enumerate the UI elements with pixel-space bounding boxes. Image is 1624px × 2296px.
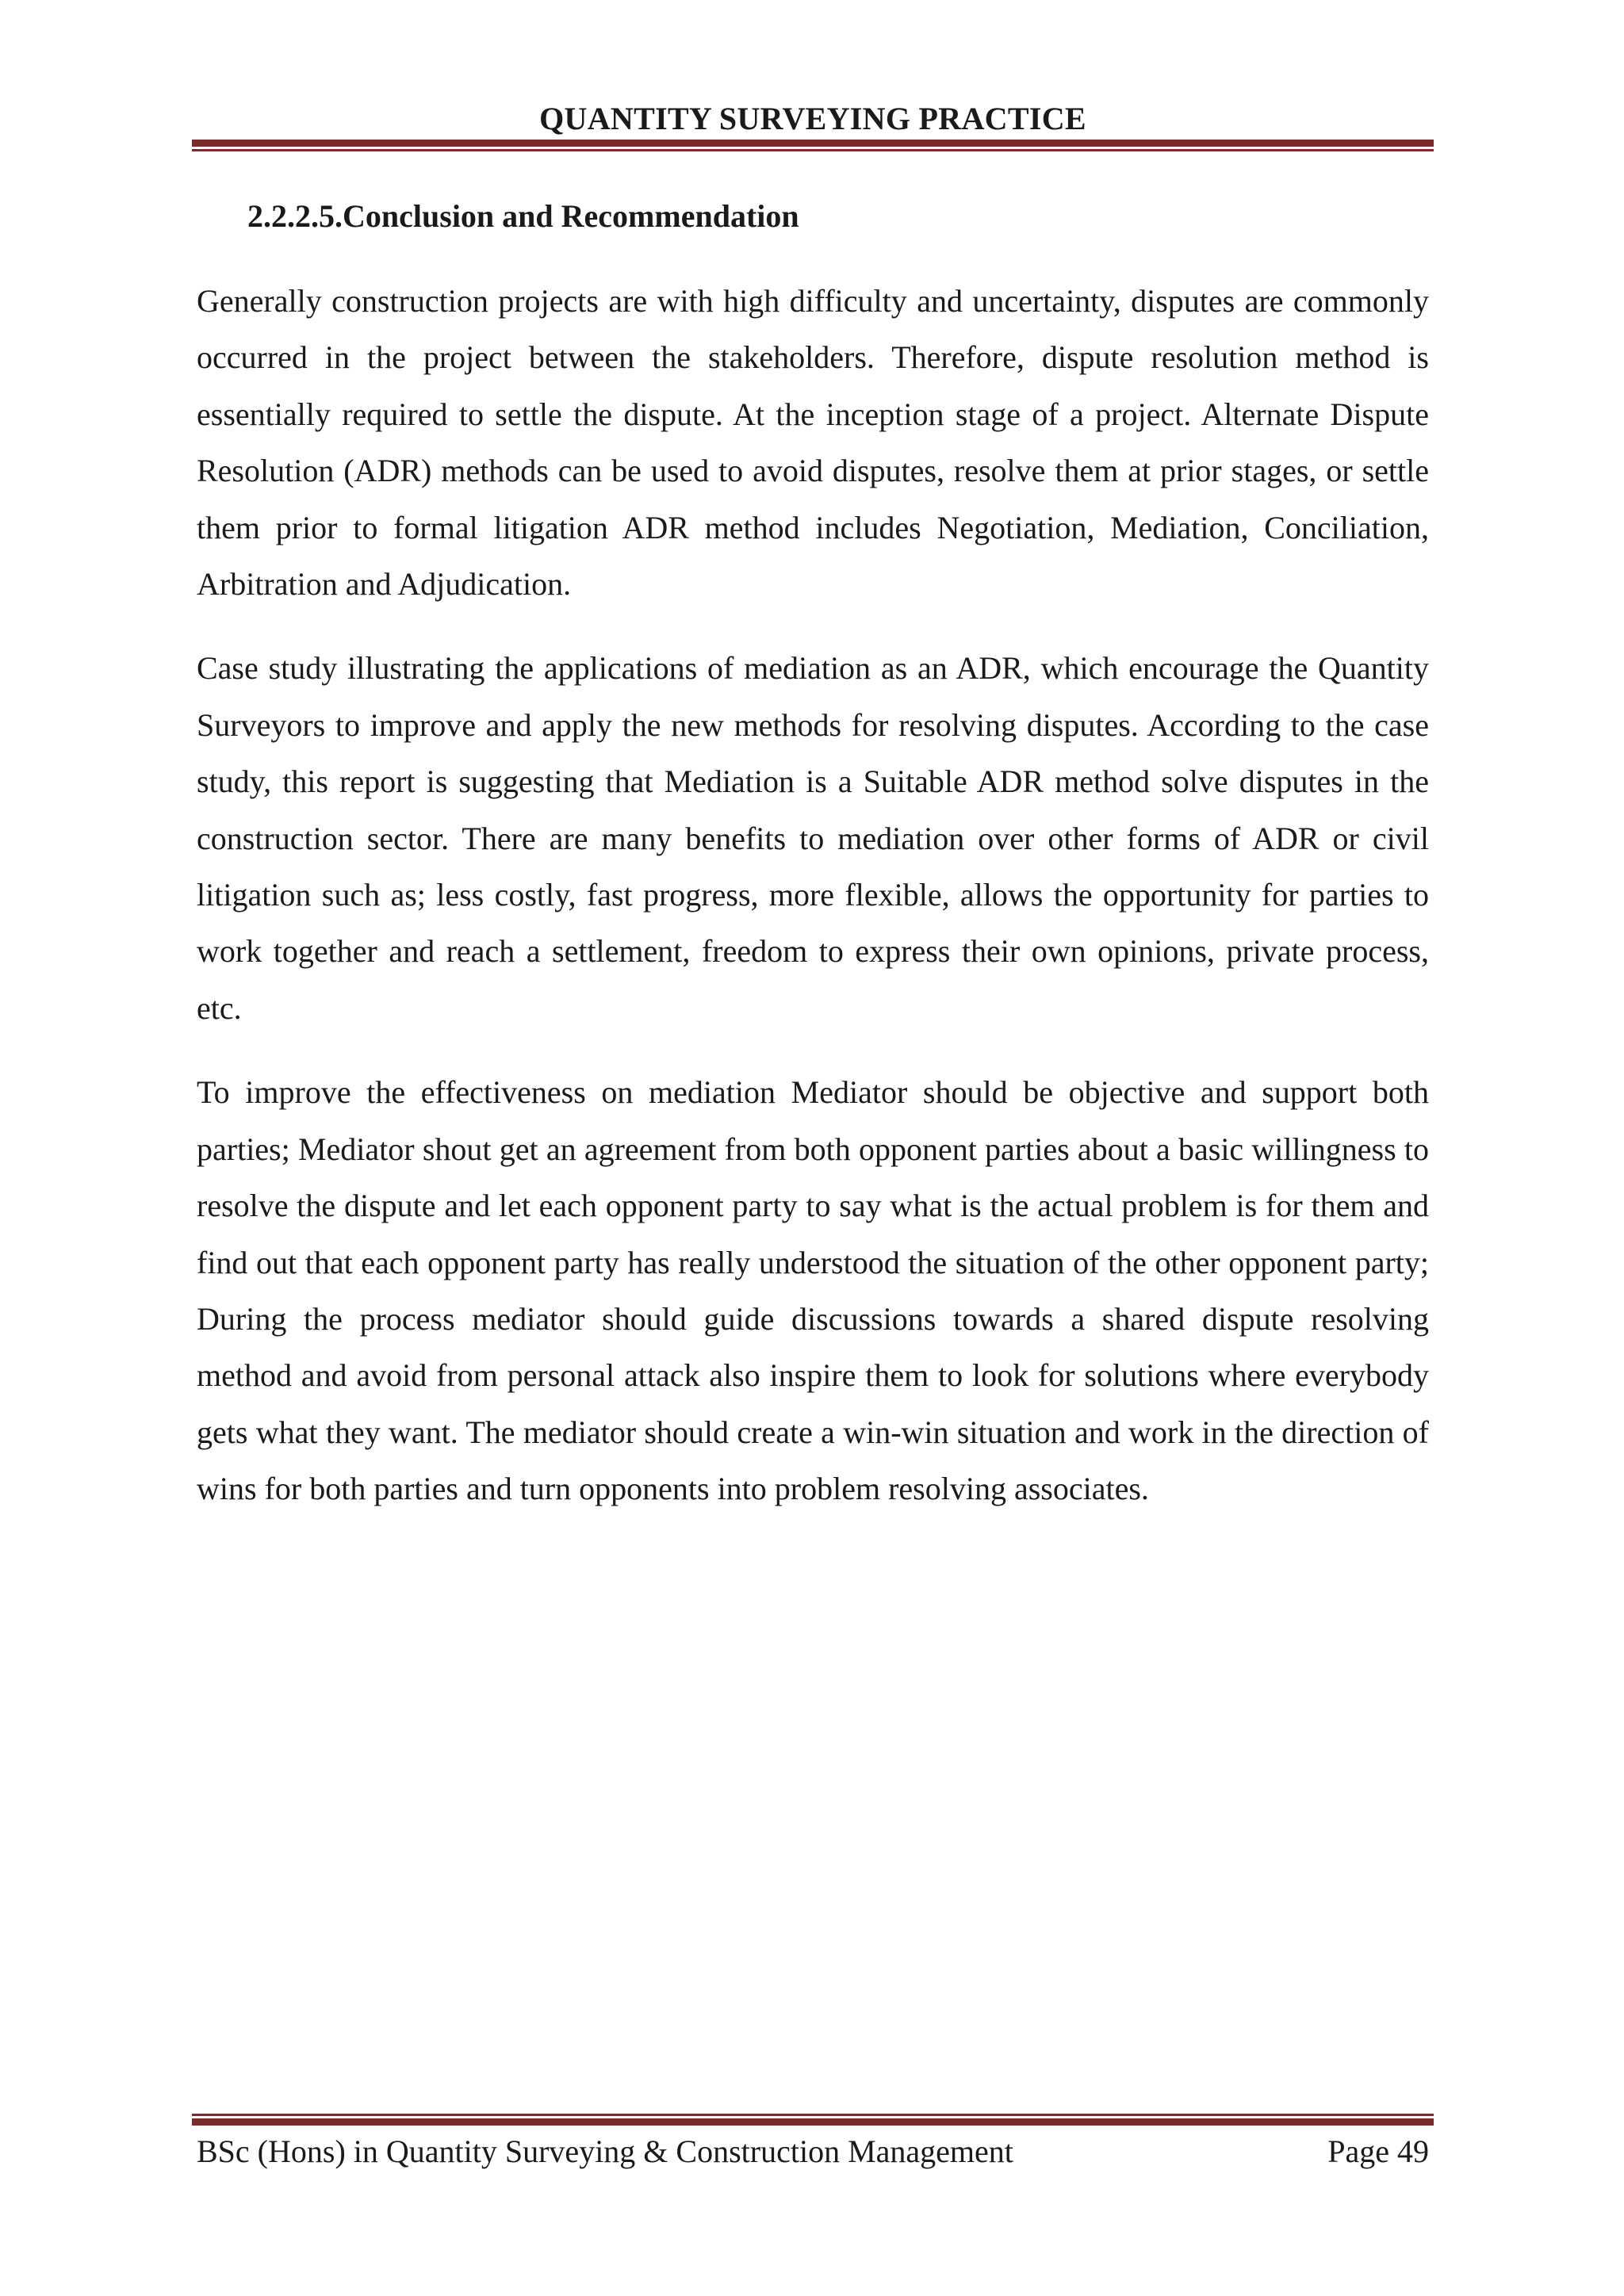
footer-rule-thick — [192, 2118, 1434, 2126]
paragraph-2: Case study illustrating the applications of mediation as an ADR, which encourage the Quantity Surveyors to improve and apply the new methods for resolving disputes. According to the case study, this report is suggesting that Mediation is a Suitable ADR method solve disputes in the construction sector. There are many benefits to mediation over other forms of ADR or civil litigation such as; less costly, fast progress, more flexible, allows the opportunity for parties to work together and reach a settlement, freedom to express their own opinions, private process, etc. — [197, 650, 1429, 1026]
footer-degree-title: BSc (Hons) in Quantity Surveying & Construction Management — [197, 2133, 1013, 2169]
paragraph-3: To improve the effectiveness on mediation Mediator should be objective and support both parties; Mediator shout get an agreement from both opponent parties about a basic willingness to resolve the dispute and let each opponent party to say what is the actual problem is for them and find out that each opponent party has really understood the situation of the other opponent party; During the process mediator should guide discussions towards a shared dispute resolving method and avoid from personal attack also inspire them to look for solutions where everybody gets what they want. The mediator should create a win-win situation and work in the direction of wins for both parties and turn opponents into problem resolving associates. — [197, 1074, 1429, 1507]
section-heading: 2.2.2.5.Conclusion and Recommendation — [247, 198, 799, 234]
page-number: Page 49 — [1327, 2133, 1429, 2169]
header-rule-thick — [192, 140, 1434, 147]
running-header-title: QUANTITY SURVEYING PRACTICE — [539, 101, 1086, 136]
section-body — [197, 273, 1429, 1545]
paragraph-1: Generally construction projects are with high difficulty and uncertainty, disputes are commonly occurred in the project between the stakeholders. Therefore, dispute resolution method is essentially required to settle the dispute. At the inception stage of a project. Alternate Dispute Resolution (ADR) methods can be used to avoid disputes, resolve them at prior stages, or settle them prior to formal litigation ADR method includes Negotiation, Mediation, Conciliation, Arbitration and Adjudication. — [197, 283, 1429, 603]
header-rule-thin — [192, 149, 1434, 151]
header-rule — [192, 140, 1434, 151]
footer-rule-thin — [192, 2114, 1434, 2116]
footer-rule — [192, 2114, 1434, 2126]
page-footer — [197, 2128, 1429, 2175]
